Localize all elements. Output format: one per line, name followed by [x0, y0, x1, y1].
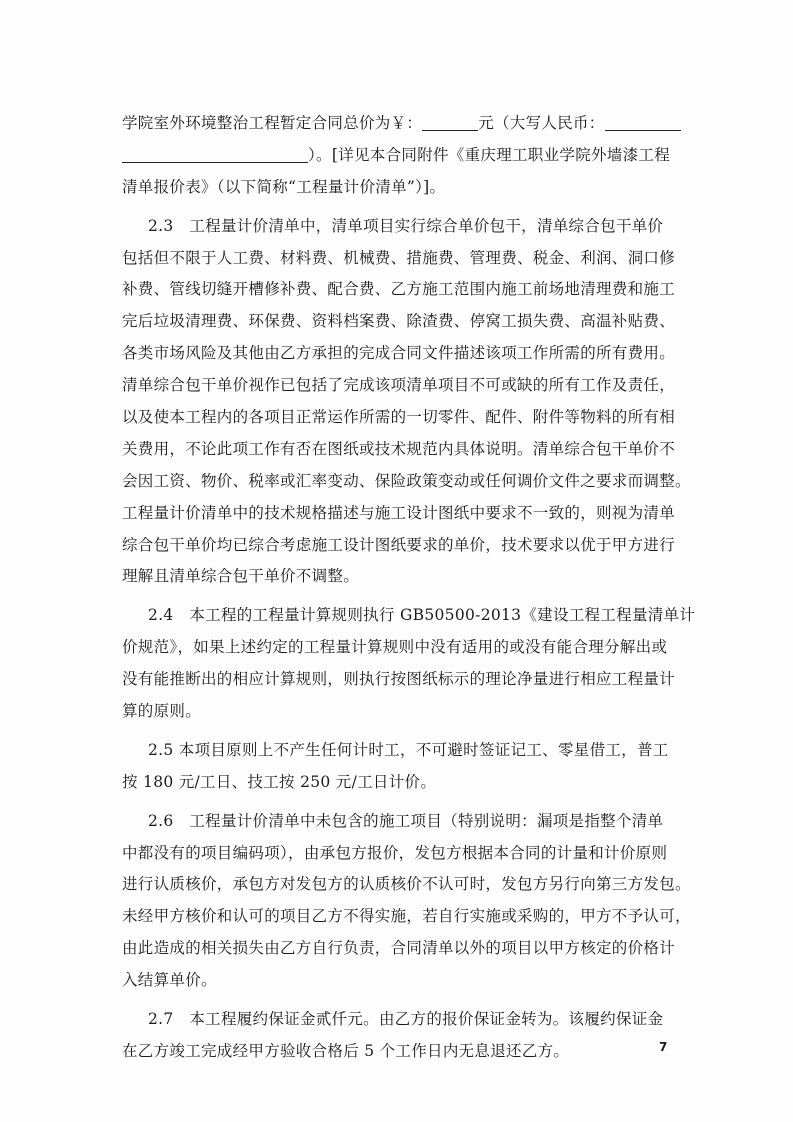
clause-line: 价规范》，如果上述约定的工程量计算规则中没有适用的或没有能合理分解出或 [122, 638, 668, 657]
clause-line: 2.7 本工程履约保证金贰仟元。由乙方的报价保证金转为。该履约保证金 [148, 1010, 664, 1029]
clause-line: 按 180 元/工日、技工按 250 元/工日计价。 [122, 772, 437, 791]
clause-line: 完后垃圾清理费、环保费、资料档案费、除渣费、停窝工损失费、高温补贴费、 [122, 312, 676, 331]
intro-text: 学院室外环境整治工程暂定合同总价为￥： [122, 114, 423, 132]
uppercase-amount-blank [605, 112, 681, 131]
page-number: 7 [659, 1040, 668, 1054]
clause-line: 未经甲方核价和认可的项目乙方不得实施，若自行实施或采购的，甲方不予认可， [122, 907, 691, 926]
intro-line-1 [122, 108, 678, 140]
clause-line: 2.3 工程量计价清单中，清单项目实行综合单价包干，清单综合包干单价 [148, 216, 664, 235]
clause-2-6 [122, 806, 691, 997]
uppercase-amount-blank-continued [122, 144, 308, 163]
clause-2-7 [122, 1004, 678, 1068]
clause-line: 中都没有的项目编码项），由承包方报价，发包方根据本合同的计量和计价原则 [122, 843, 668, 862]
contract-price-blank [422, 112, 478, 131]
clause-line: 包括但不限于人工费、材料费、机械费、措施费、管理费、税金、利润、洞口修 [122, 248, 676, 267]
contract-text [122, 108, 696, 1068]
clause-line: 在乙方竣工完成经甲方验收合格后 5 个工作日内无息退还乙方。 [122, 1041, 570, 1060]
intro-text: ）。[详见本合同附件《重庆理工职业学院外墙漆工程 [308, 145, 670, 164]
intro-text: 元（大写人民币： [478, 114, 605, 132]
clause-line: 以及使本工程内的各项目正常运作所需的一切零件、配件、附件等物料的所有相 [122, 408, 676, 427]
clause-2-5 [122, 735, 678, 799]
clause-line: 由此造成的相关损失由乙方自行负责，合同清单以外的项目以甲方核定的价格计 [122, 939, 676, 958]
clause-line: 工程量计价清单中的技术规格描述与施工设计图纸中要求不一致的，则视为清单 [122, 503, 676, 522]
clause-line: 关费用，不论此项工作有否在图纸或技术规范内具体说明。清单综合包干单价不 [122, 439, 676, 458]
clause-line: 入结算单价。 [122, 971, 217, 990]
intro-line-3: 清单报价表》（以下简称“工程量计价清单”）]。 [122, 177, 446, 196]
clause-line: 理解且清单综合包干单价不调整。 [122, 567, 360, 586]
clause-line: 补费、管线切缝开槽修补费、配合费、乙方施工范围内施工前场地清理费和施工 [122, 280, 676, 299]
clause-line: 会因工资、物价、税率或汇率变动、保险政策变动或任何调价文件之要求而调整。 [122, 471, 691, 490]
clause-line: 2.4 本工程的工程量计算规则执行 GB50500-2013《建设工程工程量清单计 [148, 606, 696, 625]
clause-line: 清单综合包干单价视作已包括了完成该项清单项目不可或缺的所有工作及责任， [122, 376, 676, 395]
clause-2-4 [122, 600, 696, 728]
clause-line: 2.6 工程量计价清单中未包含的施工项目（特别说明：漏项是指整个清单 [148, 811, 664, 830]
clause-line: 算的原则。 [122, 702, 202, 721]
clause-line: 综合包干单价均已综合考虑施工设计图纸要求的单价，技术要求以优于甲方进行 [122, 535, 676, 554]
clause-line: 2.5 本项目原则上不产生任何计时工，不可避时签证记工、零星借工，普工 [148, 740, 669, 759]
clause-line: 没有能推断出的相应计算规则，则执行按图纸标示的理论净量进行相应工程量计 [122, 670, 676, 689]
clause-line: 进行认质核价，承包方对发包方的认质核价不认可时，发包方另行向第三方发包。 [122, 875, 691, 894]
intro-line-2 [122, 140, 678, 172]
clause-line: 各类市场风险及其他由乙方承担的完成合同文件描述该项工作所需的所有费用。 [122, 344, 676, 363]
clause-2-3 [122, 211, 691, 594]
